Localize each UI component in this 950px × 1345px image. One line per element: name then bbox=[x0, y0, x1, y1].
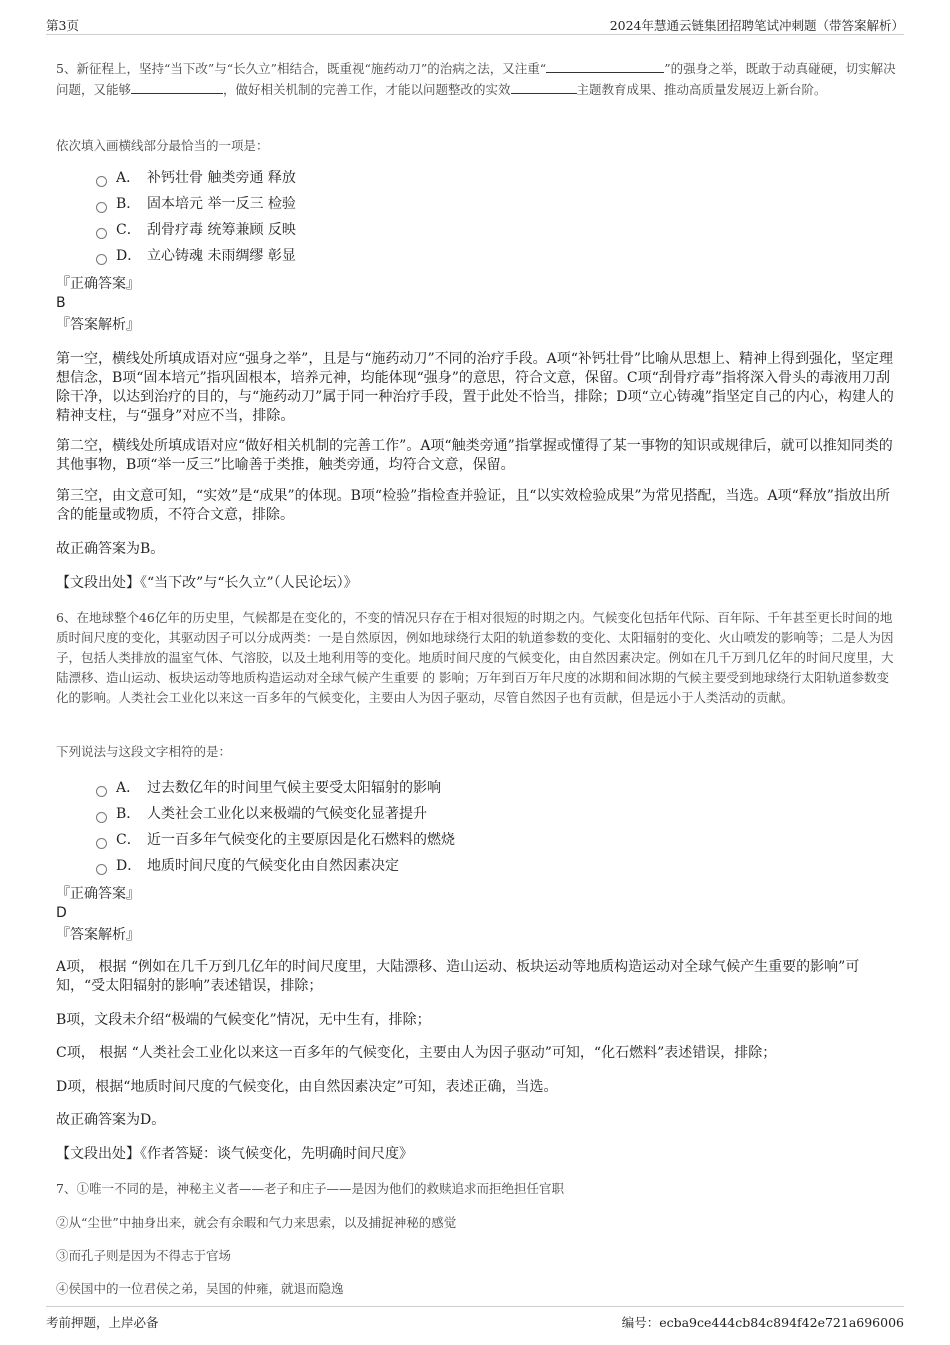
analysis-paragraph: 第二空，横线处所填成语对应“做好相关机制的完善工作”。A项“触类旁通”指掌握或懂得了某一事物的知识或规律后，就可以推知同类的其他事物，B项“举一反三”比喻善于类推，触类旁通，均符合文意，保留。 bbox=[56, 438, 893, 473]
option-d[interactable]: D． 立心铸魂 未雨绸缪 彰显 bbox=[96, 243, 936, 269]
analysis-conclusion: 故正确答案为D。 bbox=[56, 1112, 166, 1128]
option-c[interactable]: C． 近一百多年气候变化的主要原因是化石燃料的燃烧 bbox=[96, 827, 936, 853]
analysis-paragraph: 第三空，由文意可知，“实效”是“成果”的体现。B项“检验”指检查并验证，且“以实效检验成果”为常见搭配，当选。A项“释放”指放出所含的能量或物质，不符合文意，排除。 bbox=[56, 488, 890, 523]
source-citation: 【文段出处】《“当下改”与“长久立”（人民论坛）》 bbox=[56, 575, 358, 591]
option-a[interactable]: A． 过去数亿年的时间里气候主要受太阳辐射的影响 bbox=[96, 775, 936, 801]
radio-icon[interactable] bbox=[96, 228, 107, 239]
analysis-paragraph: A项， 根据 “例如在几千万到几亿年的时间尺度里，大陆漂移、造山运动、板块运动等地质构造运动对全球气候产生重要的影响”可知，“受太阳辐射的影响”表述错误，排除； bbox=[56, 959, 860, 994]
option-b[interactable]: B． 人类社会工业化以来极端的气候变化显著提升 bbox=[96, 801, 936, 827]
document-id: 编号：ecba9ce444cb84c894f42e721a696006 bbox=[621, 1315, 904, 1330]
radio-icon[interactable] bbox=[96, 786, 107, 797]
radio-icon[interactable] bbox=[96, 812, 107, 823]
analysis-label: 『答案解析』 bbox=[56, 317, 140, 333]
question-6-prompt: 下列说法与这段文字相符的是： bbox=[56, 744, 232, 759]
source-citation: 【文段出处】《作者答疑：谈气候变化，先明确时间尺度》 bbox=[56, 1146, 413, 1162]
question-7-item: ③而孔子则是因为不得志于官场 bbox=[56, 1248, 232, 1263]
question-7-item: 7、①唯一不同的是，神秘主义者——老子和庄子——是因为他们的救赎追求而拒绝担任官职 bbox=[56, 1181, 564, 1196]
question-5-options bbox=[56, 165, 936, 269]
analysis-label: 『答案解析』 bbox=[56, 927, 140, 943]
analysis-paragraph: D项，根据“地质时间尺度的气候变化，由自然因素决定”可知，表述正确，当选。 bbox=[56, 1079, 558, 1095]
radio-icon[interactable] bbox=[96, 254, 107, 265]
analysis-paragraph: B项，文段未介绍“极端的气候变化”情况，无中生有，排除； bbox=[56, 1012, 431, 1028]
radio-icon[interactable] bbox=[96, 176, 107, 187]
blank-3 bbox=[511, 79, 577, 94]
question-5-prompt: 依次填入画横线部分最恰当的一项是： bbox=[56, 138, 269, 153]
option-d[interactable]: D． 地质时间尺度的气候变化由自然因素决定 bbox=[96, 853, 936, 879]
radio-icon[interactable] bbox=[96, 864, 107, 875]
option-b[interactable]: B． 固本培元 举一反三 检验 bbox=[96, 191, 936, 217]
radio-icon[interactable] bbox=[96, 202, 107, 213]
blank-2 bbox=[131, 79, 223, 94]
correct-answer: D bbox=[56, 905, 67, 921]
page-header bbox=[46, 14, 904, 35]
footer-slogan: 考前押题，上岸必备 bbox=[46, 1315, 159, 1330]
option-c[interactable]: C． 刮骨疗毒 统筹兼顾 反映 bbox=[96, 217, 936, 243]
question-5-stem: 5、新征程上，坚持“当下改”与“长久立”相结合，既重视“施药动刀”的治病之法，又注重“ ”的强身之举，既敢于动真碰硬，切实解决问题，又能够 ，做好相关机制的完善工作，才能以问题整改的实效 主题教育成果、推动高质量发展迈上新台阶。 bbox=[56, 58, 896, 100]
question-7-item: ②从“尘世”中抽身出来，就会有余暇和气力来思索，以及捕捉神秘的感觉 bbox=[56, 1215, 457, 1230]
blank-1 bbox=[546, 58, 664, 73]
analysis-paragraph: C项， 根据 “人类社会工业化以来这一百多年的气候变化，主要由人为因子驱动”可知，“化石燃料”表述错误，排除； bbox=[56, 1045, 777, 1061]
radio-icon[interactable] bbox=[96, 838, 107, 849]
question-6-options bbox=[56, 775, 936, 879]
correct-answer: B bbox=[56, 295, 66, 311]
correct-answer-label: 『正确答案』 bbox=[56, 886, 140, 902]
question-7-item: ④侯国中的一位君侯之弟，吴国的仲雍，就退而隐逸 bbox=[56, 1281, 344, 1296]
question-6-stem: 6、在地球整个46亿年的历史里，气候都是在变化的，不变的情况只存在于相对很短的时期之内。气候变化包括年代际、百年际、千年甚至更长时间的地质时间尺度的变化，其驱动因子可以分成两类：一是自然原因，例如地球绕行太阳的轨道参数的变化、太阳辐射的变化、火山喷发的影响等；二是人为因子，包括人类排放的温室气体、气溶胶，以及土地利用等的变化。地质时间尺度的气候变化，由自然因素决定。例如在几千万到几亿年的时间尺度里，大陆漂移、造山运动、板块运动等地质构造运动对全球气候产生重要 的 影响；万年到百万年尺度的冰期和间冰期的气候主要受到地球绕行太阳轨道参数变化的影响。人类社会工业化以来这一百多年的气候变化，主要由人为因子驱动，尽管自然因子也有贡献，但是远小于人类活动的贡献。 bbox=[56, 610, 894, 705]
analysis-paragraph: 第一空，横线处所填成语对应“强身之举”，且是与“施药动刀”不同的治疗手段。A项“补钙壮骨”比喻从思想上、精神上得到强化，坚定理想信念，B项“固本培元”指巩固根本，培养元神，均能体现“强身”的意思，符合文意，保留。C项“刮骨疗毒”指将深入骨头的毒液用刀刮除干净，以达到治疗的目的，与“施药动刀”属于同一种治疗手段，置于此处不恰当，排除；D项“立心铸魂”指坚定自己的内心，构建人的精神支柱，与“强身”对应不当，排除。 bbox=[56, 351, 894, 424]
correct-answer-label: 『正确答案』 bbox=[56, 276, 140, 292]
document-title: 2024年慧通云链集团招聘笔试冲刺题（带答案解析） bbox=[609, 18, 904, 33]
analysis-conclusion: 故正确答案为B。 bbox=[56, 541, 165, 557]
option-a[interactable]: A． 补钙壮骨 触类旁通 释放 bbox=[96, 165, 936, 191]
page-footer bbox=[46, 1306, 904, 1329]
page-number: 第3页 bbox=[46, 18, 79, 33]
